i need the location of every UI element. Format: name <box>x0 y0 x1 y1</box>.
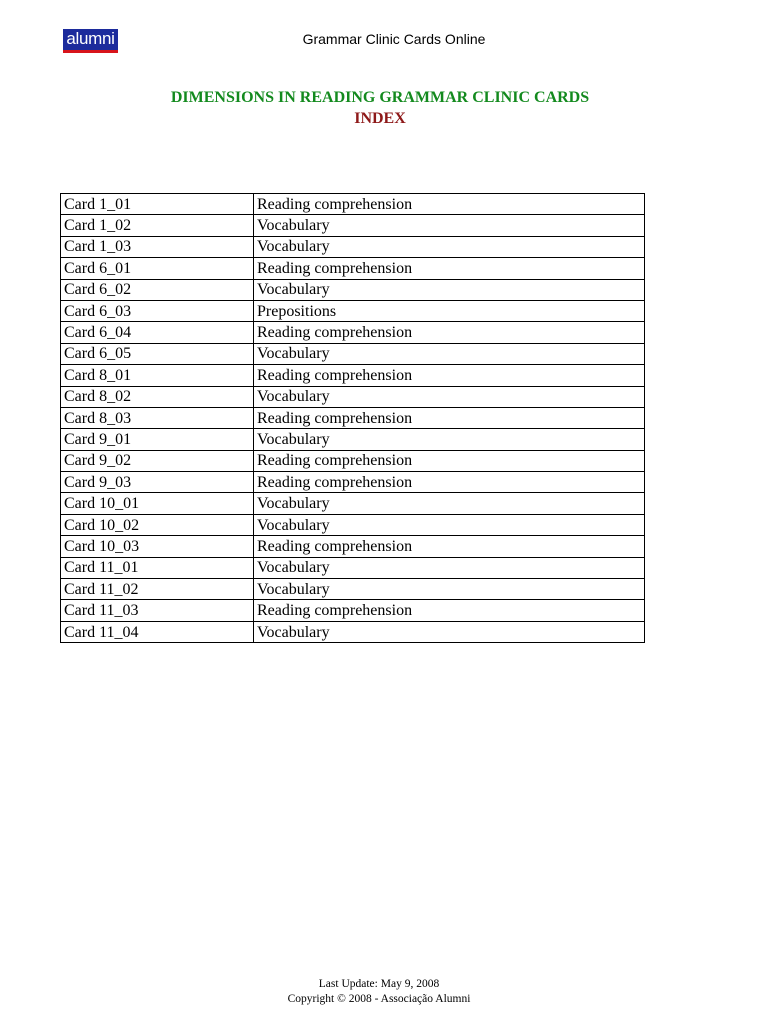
document-subtitle: INDEX <box>354 110 406 127</box>
card-dimension-cell: Vocabulary <box>254 514 645 535</box>
card-dimension-cell: Reading comprehension <box>254 407 645 428</box>
card-dimension-cell: Vocabulary <box>254 386 645 407</box>
card-dimension-cell: Vocabulary <box>254 429 645 450</box>
table-row <box>61 536 645 557</box>
card-id-cell: Card 9_01 <box>61 429 254 450</box>
card-dimension-cell: Reading comprehension <box>254 472 645 493</box>
table-row <box>61 236 645 257</box>
card-dimension-cell: Vocabulary <box>254 493 645 514</box>
document-title: DIMENSIONS IN READING GRAMMAR CLINIC CARDS <box>170 89 590 106</box>
card-dimension-cell: Prepositions <box>254 300 645 321</box>
card-dimension-cell: Reading comprehension <box>254 600 645 621</box>
table-row <box>61 493 645 514</box>
table-row <box>61 407 645 428</box>
table-row <box>61 343 645 364</box>
card-id-cell: Card 8_03 <box>61 407 254 428</box>
card-dimension-cell: Vocabulary <box>254 279 645 300</box>
table-row <box>61 258 645 279</box>
card-id-cell: Card 8_02 <box>61 386 254 407</box>
card-id-cell: Card 11_03 <box>61 600 254 621</box>
table-row <box>61 557 645 578</box>
table-row <box>61 579 645 600</box>
last-update-text: Last Update: May 9, 2008 <box>318 978 440 990</box>
header-title: Grammar Clinic Cards Online <box>302 31 486 47</box>
card-id-cell: Card 6_05 <box>61 343 254 364</box>
logo-text: alumni <box>66 29 115 48</box>
table-row <box>61 365 645 386</box>
copyright-text: Copyright © 2008 - Associação Alumni <box>287 993 471 1005</box>
card-id-cell: Card 1_03 <box>61 236 254 257</box>
card-dimension-cell: Reading comprehension <box>254 258 645 279</box>
table-row <box>61 621 645 642</box>
card-id-cell: Card 9_02 <box>61 450 254 471</box>
card-id-cell: Card 6_02 <box>61 279 254 300</box>
card-dimension-cell: Reading comprehension <box>254 194 645 215</box>
table-row <box>61 300 645 321</box>
table-row <box>61 386 645 407</box>
table-row <box>61 472 645 493</box>
card-dimension-cell: Reading comprehension <box>254 536 645 557</box>
card-id-cell: Card 10_03 <box>61 536 254 557</box>
card-dimension-cell: Vocabulary <box>254 236 645 257</box>
card-dimension-cell: Reading comprehension <box>254 450 645 471</box>
card-id-cell: Card 10_01 <box>61 493 254 514</box>
card-id-cell: Card 9_03 <box>61 472 254 493</box>
card-index-body <box>61 194 645 643</box>
card-dimension-cell: Vocabulary <box>254 579 645 600</box>
card-dimension-cell: Vocabulary <box>254 621 645 642</box>
table-row <box>61 215 645 236</box>
card-id-cell: Card 1_01 <box>61 194 254 215</box>
table-row <box>61 322 645 343</box>
table-row <box>61 429 645 450</box>
card-dimension-cell: Vocabulary <box>254 343 645 364</box>
card-id-cell: Card 6_01 <box>61 258 254 279</box>
card-dimension-cell: Vocabulary <box>254 215 645 236</box>
card-id-cell: Card 8_01 <box>61 365 254 386</box>
card-id-cell: Card 6_04 <box>61 322 254 343</box>
table-row <box>61 514 645 535</box>
card-id-cell: Card 11_01 <box>61 557 254 578</box>
table-row <box>61 600 645 621</box>
table-row <box>61 194 645 215</box>
card-index-table <box>60 193 645 643</box>
card-id-cell: Card 11_02 <box>61 579 254 600</box>
card-dimension-cell: Vocabulary <box>254 557 645 578</box>
card-id-cell: Card 6_03 <box>61 300 254 321</box>
table-row <box>61 279 645 300</box>
card-dimension-cell: Reading comprehension <box>254 322 645 343</box>
card-id-cell: Card 10_02 <box>61 514 254 535</box>
card-dimension-cell: Reading comprehension <box>254 365 645 386</box>
card-id-cell: Card 1_02 <box>61 215 254 236</box>
table-row <box>61 450 645 471</box>
card-id-cell: Card 11_04 <box>61 621 254 642</box>
